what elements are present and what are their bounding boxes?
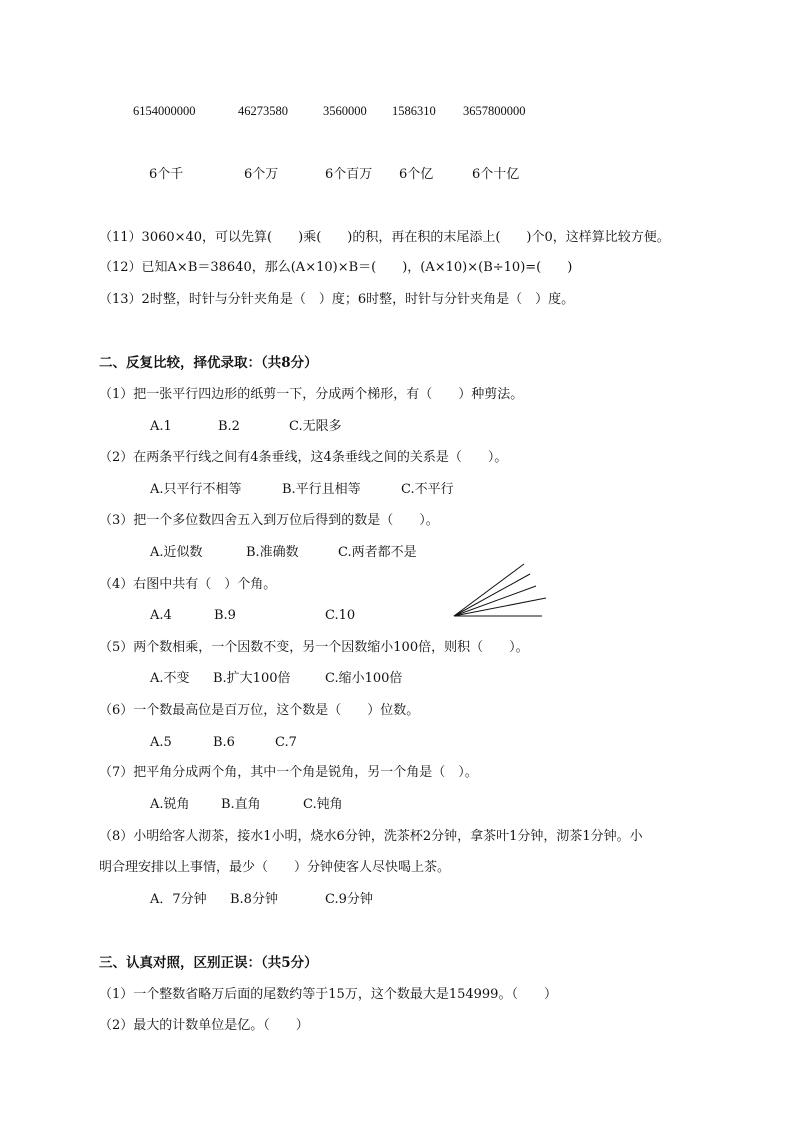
place-item: 6个亿 xyxy=(399,167,434,182)
ray-line xyxy=(454,586,536,616)
judge-item: （2）最大的计数单位是亿。（ ） xyxy=(99,1018,309,1033)
section-heading: 三、认真对照，区别正误：（共5分） xyxy=(99,955,318,971)
angle-rays-figure xyxy=(452,562,552,622)
option-b: B.准确数 xyxy=(246,545,299,560)
question-text: （8）小明给客人沏茶，接水1小明，烧水6分钟，洗茶杯2分钟，拿茶叶1分钟，沏茶1分钟。小 xyxy=(99,829,643,844)
option-a: A.锐角 xyxy=(150,797,190,812)
option-b: B.扩大100倍 xyxy=(213,671,291,686)
question-text-continued: 明合理安排以上事情，最少（ ）分钟使客人尽快喝上茶。 xyxy=(99,860,451,875)
judge-item: （1）一个整数省略万后面的尾数约等于15万，这个数最大是154999。（ ） xyxy=(99,987,557,1002)
option-b: B.9 xyxy=(214,608,236,623)
option-c: C.钝角 xyxy=(303,797,343,812)
question-text: （3）把一个多位数四舍五入到万位后得到的数是（ ）。 xyxy=(99,513,439,528)
option-b: B.8分钟 xyxy=(230,892,278,907)
option-c: C.无限多 xyxy=(289,419,342,434)
question-13: （13）2时整，时针与分针夹角是（ ）度；6时整，时针与分针夹角是（ ）度。 xyxy=(99,292,575,307)
question-text: （6）一个数最高位是百万位，这个数是（ ）位数。 xyxy=(99,703,420,718)
question-text: （7）把平角分成两个角，其中一个角是锐角，另一个角是（ ）。 xyxy=(99,765,478,780)
option-a: A.4 xyxy=(150,608,172,623)
question-11: （11）3060×40，可以先算( )乘( )的积，再在积的末尾添上( )个0，这样算比较方便。 xyxy=(99,230,670,245)
option-b: B.6 xyxy=(213,735,235,750)
option-c: C.7 xyxy=(275,735,297,750)
option-a: A.近似数 xyxy=(150,545,203,560)
option-a: A.不变 xyxy=(150,671,190,686)
section-heading: 二、反复比较，择优录取：（共8分） xyxy=(99,355,318,371)
option-c: C.不平行 xyxy=(401,482,454,497)
option-c: C.10 xyxy=(325,608,356,623)
ray-line xyxy=(454,574,530,616)
number-item: 3560000 xyxy=(323,104,367,118)
number-item: 46273580 xyxy=(238,104,288,118)
option-b: B.平行且相等 xyxy=(282,482,361,497)
place-item: 6个千 xyxy=(149,167,184,182)
number-item: 6154000000 xyxy=(133,104,196,118)
option-c: C.两者都不是 xyxy=(338,545,417,560)
option-b: B.直角 xyxy=(221,797,261,812)
number-item: 3657800000 xyxy=(463,104,526,118)
option-a: A.1 xyxy=(150,419,172,434)
place-item: 6个百万 xyxy=(325,167,373,182)
number-item: 1586310 xyxy=(392,104,436,118)
question-text: （5）两个数相乘，一个因数不变，另一个因数缩小100倍，则积（ ）。 xyxy=(99,640,529,655)
option-a: A.5 xyxy=(150,735,172,750)
option-a: A.只平行不相等 xyxy=(150,482,242,497)
option-c: C.缩小100倍 xyxy=(325,671,403,686)
option-a: A．7分钟 xyxy=(150,892,207,907)
ray-line xyxy=(454,598,546,616)
option-b: B.2 xyxy=(218,419,240,434)
question-text: （1）把一张平行四边形的纸剪一下，分成两个梯形，有（ ）种剪法。 xyxy=(99,387,524,402)
option-c: C.9分钟 xyxy=(325,892,373,907)
question-12: （12）已知A×B＝38640，那么(A×10)×B＝( )，(A×10)×(B÷10)=( ) xyxy=(99,260,573,275)
question-text: （2）在两条平行线之间有4条垂线，这4条垂线之间的关系是（ ）。 xyxy=(99,450,508,465)
ray-line xyxy=(454,564,524,616)
question-text: （4）右图中共有（ ）个角。 xyxy=(99,577,277,592)
place-item: 6个十亿 xyxy=(472,167,520,182)
place-item: 6个万 xyxy=(244,167,279,182)
